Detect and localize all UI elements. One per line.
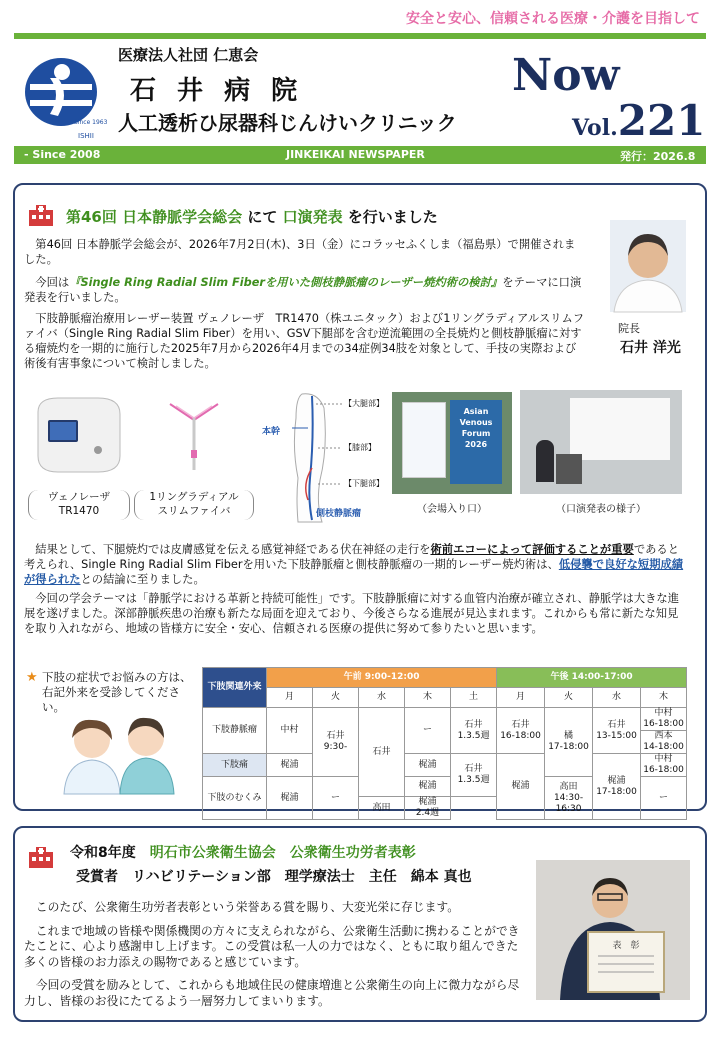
schedule-corner: 下肢関連外来 xyxy=(203,668,267,708)
day-am-thu: 木 xyxy=(405,688,451,708)
article1-body-bottom xyxy=(24,542,688,636)
issue-date: 発行：2026.8 xyxy=(620,150,696,163)
article1-p4: 結果として、下腿焼灼では皮膚感覚を伝える感覚神経である伏在神経の走行を術前エコーによって評価することが重要であると考えられ、Single Ring Radial Slim Fiberを用いた下肢静脈瘤と側枝静脈瘤の一期的レーザー焼灼術は、低侵襲で良好な短期成績が得られたとの結論に至りました。 xyxy=(24,543,684,586)
logo-name: ISHII xyxy=(78,132,94,140)
cell: 石井 9:30- xyxy=(313,708,359,777)
hospital-name: 石 井 病 院 xyxy=(130,76,304,106)
day-pm-tue: 火 xyxy=(545,688,593,708)
diagram-thigh-label: 【大腿部】 xyxy=(344,399,384,408)
cell: 高田 xyxy=(359,797,405,820)
cell: 梶浦 17-18:00 xyxy=(593,754,641,820)
diagram-knee-label: 【膝部】 xyxy=(344,443,376,452)
day-pm-mon: 月 xyxy=(497,688,545,708)
hospital-icon xyxy=(28,846,54,868)
cell: 中村 16-18:00 xyxy=(641,754,687,777)
clinic-name: 人工透析ひ尿器科じんけいクリニック xyxy=(118,111,457,135)
cell: 石井 16-18:00 xyxy=(497,708,545,754)
cell: 梶浦 xyxy=(267,777,313,820)
cell: 中村 xyxy=(267,708,313,754)
cell: 梶浦 xyxy=(267,754,313,777)
hospital-logo xyxy=(22,54,108,142)
day-pm-wed: 水 xyxy=(593,688,641,708)
article2-p3: 今回の受賞を励みとして、これからも地域住民の健康増進と公衆衛生の向上に微力ながら尽力し、皆様のお役にたてるよう一層努力してまいります。 xyxy=(24,978,520,1008)
cell: 石井 1.3.5週 xyxy=(451,754,497,797)
day-am-sat: 土 xyxy=(451,688,497,708)
diagram-trunk-label: 本幹 xyxy=(262,427,281,437)
device1-label: ヴェノレーザ TR1470 xyxy=(28,490,130,520)
cell: 梶浦 xyxy=(497,754,545,820)
cell: 石井 13-15:00 xyxy=(593,708,641,754)
cell: 橘 17-18:00 xyxy=(545,708,593,777)
article1-title: 第46回 日本静脈学会総会 にて 口演発表 を行いました xyxy=(66,208,438,226)
cell: 梶浦 2.4週 xyxy=(405,797,451,820)
diagram-calf-label: 【下腿部】 xyxy=(344,479,384,488)
logo-since: Since 1963 xyxy=(74,119,108,126)
laser-device-image xyxy=(28,392,128,478)
presentation-caption: （口演発表の様子） xyxy=(556,504,646,515)
cell: 高田 14:30-16:30 xyxy=(545,777,593,820)
article2-p1: このたび、公衆衛生功労者表彰という栄誉ある賞を賜り、大変光栄に存じます。 xyxy=(35,900,460,914)
certificate-text: 表 彰 xyxy=(612,941,640,951)
masthead-now: Now xyxy=(512,50,620,101)
article1-p5: 今回の学会テーマは「静脈学における革新と持続可能性」です。下肢静脈瘤に対する血管内治療が確立され、静脈学は大きな進展を遂げました。深部静脈疾患の治療も新たな局面を迎えており、今後さらなる進展が見込まれます。これからも常に新たな知見を取り入れながら、地域の皆様方に安全・安心、信頼される医療の提供に努めて参りたいと思います。 xyxy=(24,592,679,635)
award-title: 令和8年度 明石市公衆衛生協会 公衆衛生功労者表彰 xyxy=(70,845,416,861)
venue-caption: （会場入り口） xyxy=(417,504,487,515)
diagram-branch-label: 側枝静脈瘤 xyxy=(316,509,362,519)
fiber-image xyxy=(166,400,222,476)
venue-photo xyxy=(392,392,512,494)
staff-illustration xyxy=(44,712,194,794)
cell: 梶浦 xyxy=(405,777,451,797)
director-name: 石井 洋光 xyxy=(620,340,681,356)
cell: ー xyxy=(641,777,687,820)
cell: 梶浦 xyxy=(405,754,451,777)
hospital-icon xyxy=(28,204,54,226)
day-pm-thu: 木 xyxy=(641,688,687,708)
star-icon: ★ xyxy=(26,670,38,685)
device2-label: 1リングラディアル スリムファイバ xyxy=(134,490,254,520)
top-green-rule xyxy=(14,33,706,39)
am-header: 午前 9:00-12:00 xyxy=(267,668,497,688)
director-role: 院長 xyxy=(618,322,640,335)
outpatient-schedule-table xyxy=(202,667,687,820)
volume-number: Vol.221 xyxy=(572,96,706,145)
newspaper-label: JINKEIKAI NEWSPAPER xyxy=(286,148,425,161)
cell: 石井 1.3.5週 xyxy=(451,708,497,754)
pm-header: 午後 14:00-17:00 xyxy=(497,668,687,688)
article2-p2: これまで地域の皆様や関係機関の方々に支えられながら、公衆衛生活動に携わることができたことに、心より感謝申し上げます。この受賞は私一人の力ではなく、ともに取り組んできた多くの皆様のお力添えの賜物であると感じています。 xyxy=(24,923,520,969)
row-varicose-label: 下肢静脈瘤 xyxy=(203,708,267,754)
row-swelling-label: 下肢のむくみ xyxy=(203,777,267,820)
masthead-bar xyxy=(14,146,706,164)
row-legpain-label: 下肢痛 xyxy=(203,754,267,777)
article1-p3: 下肢静脈瘤治療用レーザー装置 ヴェノレーザ TR1470（株ユニタック）および1リングラディアルスリムファイバ（Single Ring Radial Slim Fiber）を用い、GSV下腿部を含む逆流範囲の全長焼灼と側枝静脈瘤に対する瘤焼灼を一期的に施行した2025年7月から2026年4月までの34症例34肢を対象として、手技の実際および術後有害事象について検討しました。 xyxy=(24,312,585,370)
director-photo xyxy=(610,220,686,312)
article1-p2: 今回は『Single Ring Radial Slim Fiberを用いた側枝静脈瘤のレーザー焼灼術の検討』をテーマに口演発表を行いました。 xyxy=(24,276,582,304)
slogan: 安全と安心、信頼される医療・介護を目指して xyxy=(406,11,700,27)
clinic-note: 下肢の症状でお悩みの方は、右記外来を受診してください。 xyxy=(42,670,192,714)
day-am-wed: 水 xyxy=(359,688,405,708)
article1-body-top xyxy=(24,237,586,371)
cell: 中村 16-18:00 xyxy=(641,708,687,731)
since-label: - Since 2008 xyxy=(24,148,101,161)
cell: ー xyxy=(405,708,451,754)
day-am-tue: 火 xyxy=(313,688,359,708)
article2-body xyxy=(24,900,524,1009)
cell: 石井 xyxy=(359,708,405,797)
day-am-mon: 月 xyxy=(267,688,313,708)
cell: 西本 14-18:00 xyxy=(641,731,687,754)
org-name: 医療法人社団 仁恵会 xyxy=(118,46,259,64)
cell: ー xyxy=(313,777,359,820)
recipient-photo xyxy=(536,860,690,1000)
award-recipient: 受賞者 リハビリテーション部 理学療法士 主任 綿本 真也 xyxy=(76,869,472,885)
article1-p1: 第46回 日本静脈学会総会が、2026年7月2日(木)、3日（金）にコラッセふくしま（福島県）で開催されました。 xyxy=(24,238,576,266)
presentation-photo xyxy=(520,390,682,494)
poster-text: Asian Venous Forum 2026 xyxy=(450,400,502,484)
